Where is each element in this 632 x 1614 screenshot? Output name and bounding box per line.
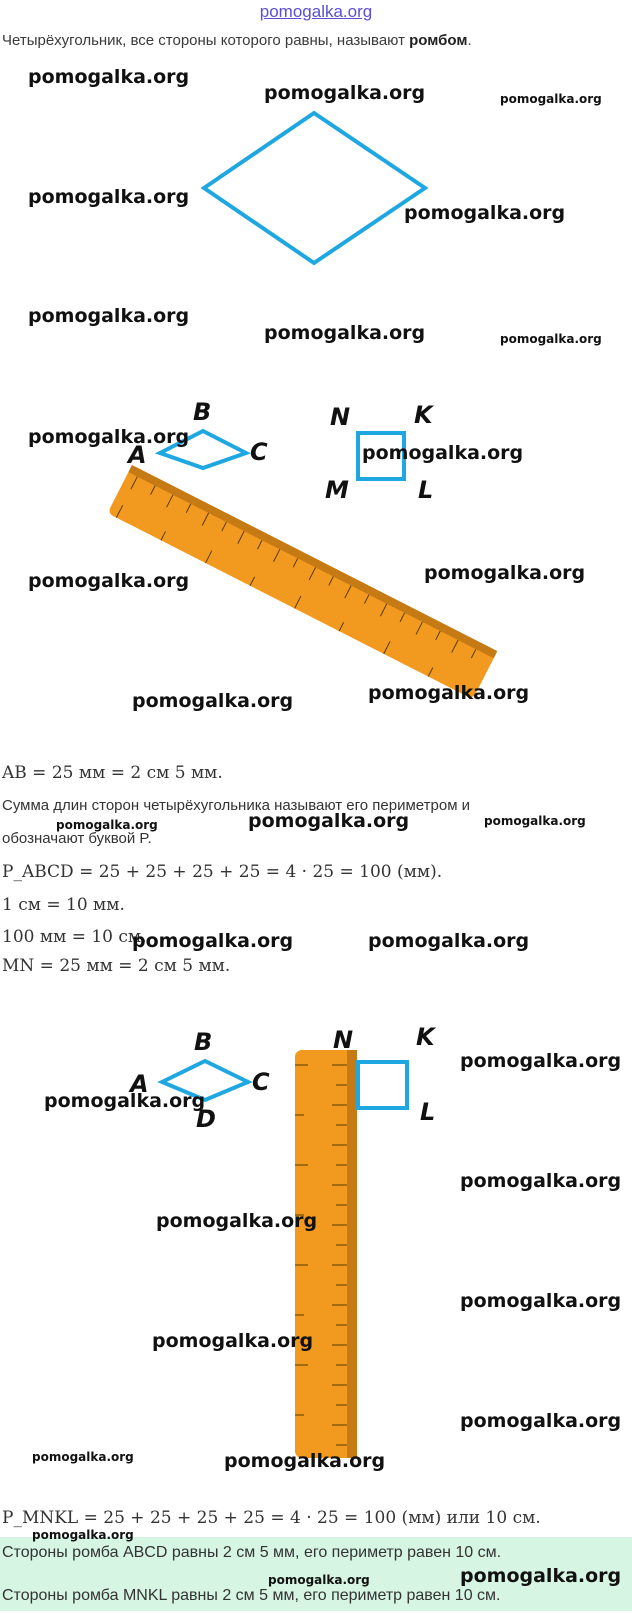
- watermark: pomogalka.org: [28, 66, 190, 88]
- line-perimeter-def-1: Сумма длин сторон четырёхугольника называют его периметром и: [2, 797, 471, 814]
- watermark: pomogalka.org: [44, 1090, 206, 1112]
- watermark: pomogalka.org: [368, 930, 530, 952]
- watermark: pomogalka.org: [484, 814, 586, 828]
- watermark: pomogalka.org: [460, 1410, 622, 1432]
- watermark: pomogalka.org: [268, 1573, 370, 1587]
- watermark: pomogalka.org: [460, 1170, 622, 1192]
- watermark: pomogalka.org: [32, 1450, 134, 1464]
- line-mm-cm: 100 мм = 10 см.: [2, 927, 147, 947]
- watermark: pomogalka.org: [56, 818, 158, 832]
- watermark: pomogalka.org: [404, 202, 566, 224]
- label-b: B: [194, 1028, 213, 1056]
- watermark: pomogalka.org: [362, 442, 524, 464]
- label-n: N: [330, 403, 351, 431]
- label-d: D: [196, 1105, 216, 1133]
- watermark: pomogalka.org: [28, 186, 190, 208]
- line-p-mnkl: P_MNKL = 25 + 25 + 25 + 25 = 4 · 25 = 100 (мм) или 10 см.: [2, 1508, 541, 1528]
- watermark: pomogalka.org: [248, 810, 410, 832]
- watermark: pomogalka.org: [28, 305, 190, 327]
- watermark: pomogalka.org: [152, 1330, 314, 1352]
- label-c: C: [252, 1068, 270, 1096]
- rhombus-definition: [2, 32, 472, 49]
- ruler-figure-2: [0, 1020, 632, 1460]
- definition-end: .: [467, 32, 472, 49]
- answer-abcd: Стороны ромба ABCD равны 2 см 5 мм, его периметр равен 10 см.: [2, 1544, 502, 1561]
- label-a: A: [128, 441, 147, 469]
- ruler-2: [295, 1050, 357, 1458]
- watermark: pomogalka.org: [500, 332, 602, 346]
- watermark: pomogalka.org: [132, 930, 294, 952]
- label-b: B: [193, 398, 212, 426]
- watermark: pomogalka.org: [500, 92, 602, 106]
- watermark: pomogalka.org: [132, 690, 294, 712]
- watermark: pomogalka.org: [460, 1565, 622, 1587]
- watermark: pomogalka.org: [28, 426, 190, 448]
- watermark: pomogalka.org: [32, 1528, 134, 1542]
- watermark: pomogalka.org: [460, 1290, 622, 1312]
- rhombus-shape: [204, 113, 425, 263]
- line-cm-mm: 1 см = 10 мм.: [2, 895, 125, 915]
- watermark: pomogalka.org: [460, 1050, 622, 1072]
- line-p-abcd: P_ABCD = 25 + 25 + 25 + 25 = 4 · 25 = 100 (мм).: [2, 862, 443, 882]
- square-nkl: [358, 1062, 407, 1108]
- line-ab: AB = 25 мм = 2 см 5 мм.: [2, 763, 223, 783]
- line-perimeter-def-2: обозначают буквой P.: [2, 830, 152, 847]
- watermark: pomogalka.org: [156, 1210, 318, 1232]
- watermark: pomogalka.org: [28, 570, 190, 592]
- line-mn: MN = 25 мм = 2 см 5 мм.: [2, 956, 231, 976]
- label-k: K: [414, 401, 433, 429]
- definition-term: ромбом: [409, 32, 468, 49]
- label-k: K: [416, 1023, 435, 1051]
- answer-mnkl: Стороны ромба MNKL равны 2 см 5 мм, его периметр равен 10 см.: [2, 1587, 501, 1604]
- label-c: C: [250, 438, 268, 466]
- label-a: A: [130, 1070, 149, 1098]
- label-m: M: [325, 476, 349, 504]
- watermark: pomogalka.org: [424, 562, 586, 584]
- definition-text: Четырёхугольник, все стороны которого равны, называют: [2, 32, 410, 49]
- watermark: pomogalka.org: [368, 682, 530, 704]
- label-n: N: [333, 1026, 354, 1054]
- label-l: L: [418, 476, 434, 504]
- watermark: pomogalka.org: [264, 322, 426, 344]
- label-l: L: [420, 1098, 436, 1126]
- watermark: pomogalka.org: [264, 82, 426, 104]
- site-header-link[interactable]: pomogalka.org: [259, 2, 373, 21]
- watermark: pomogalka.org: [224, 1450, 386, 1472]
